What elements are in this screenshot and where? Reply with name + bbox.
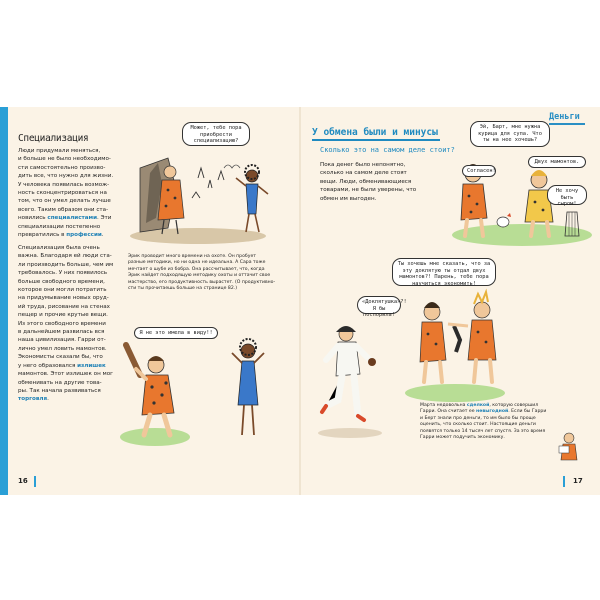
text-line: всего. Таким образом они ста- [18,206,109,213]
text-line: том, что он умел делать лучше [18,198,111,205]
text-line: пещер и прочие крутые вещи. [18,312,108,319]
left-paragraph-2 [18,244,118,404]
left-heading: Специализация [18,133,89,144]
caption-line: мечтает о шубе из бобра. Она рассчитывает, что, когда [128,266,265,272]
chapter-tag [549,112,586,126]
page-gutter [299,107,301,495]
caveman-with-club-illustration [118,335,198,445]
text: , которую совершил Гарри. Она считает ее [420,403,539,415]
text-line: специализации постепенно [18,223,101,230]
keyword-surplus: излишек [77,362,106,369]
caption-line: Эрик найдет подходящую методику охоты и оттачит свое [128,273,271,279]
text-line [18,387,118,404]
text-line: обменивать на другие това- [18,379,102,386]
speech-bubble-objection: «Доклятушка»?! Я бы поспорила! [357,296,401,314]
text-line: мамонтов. Этот излишек он мог [18,371,114,378]
keyword-trade: торговля [18,396,48,403]
text-line: вещи. Люди, обменивающиеся [320,178,412,185]
text-line: которое они могли потратить [18,287,107,294]
caption-line: сти ты прочитаешь больше на странице 82.) [128,286,238,292]
text-line: сколько на самом деле стоят [320,170,407,177]
text-line: обмен им выгоден. [320,195,377,202]
page-number-marker [563,476,565,487]
speech-bubble-chicken-request: Эй, Барт, мне нужна курица для супа. Что ты на нее хочешь? [470,121,550,147]
caption-line: мастерство, его продуктивность вырастет. (О продуктивно- [128,279,276,285]
text-line: Экономисты сказали бы, что [18,354,103,361]
page-number-left: 16 [18,477,28,485]
text-line: ий труда, рисование на стенах [18,303,110,310]
left-paragraph-1 [18,147,118,239]
text-line: требовалось. У них появилось [18,270,108,277]
text-line: больше свободного времени, [18,278,105,285]
caption-line: Эрик проводит много времени на охоте. Он пробует [128,254,256,259]
text: превратились в [18,232,67,239]
speech-bubble-specialization: Может, тебе пора приобрести специализацию? [182,122,250,146]
section-title-underline [312,139,440,141]
text-line: на придумывание новых оруд- [18,295,109,302]
text-line [18,214,118,222]
section-subtitle: Сколько это на самом деле стоит? [320,146,455,154]
text-line: У человека появилась возмож- [18,181,110,188]
text-line: дить все, что нужно для жизни. [18,173,114,180]
text-line: Из этого свободного времени [18,320,106,327]
text-line: сти самостоятельно произво- [18,164,106,171]
keyword-professions: профессии [66,232,102,239]
text-line: важна. Благодаря ей люди ста- [18,253,112,260]
page-number-marker [34,476,36,487]
text-line: ли производить больше, чем им [18,261,114,268]
text-line: Специализация была очень [18,245,100,251]
pitcher-illustration [318,320,378,428]
speech-bubble-dont-want-soup: Не хочу быть сыром! [547,185,587,205]
text-line: и больше не было необходимо- [18,156,111,163]
text-line: лично умел ловить мамонтов. [18,345,107,352]
section-title: У обмена были и минусы [312,127,438,138]
chapter-tag-label: Деньги [549,112,580,122]
text: . [47,396,49,403]
left-caption [128,254,278,292]
text: у него образовался [18,362,78,369]
text-line: Пока денег было непонятно, [320,162,406,168]
speech-bubble-not-what-i-meant: Я не это имела в виду!! [134,327,218,339]
keyword-unprofitable: невыгодной [476,409,509,415]
right-body-text [320,161,440,203]
right-caption [420,403,550,441]
speech-bubble-agreed: Согласен! [462,165,496,177]
keyword-specialists: специалистами [47,215,98,222]
text: . Если бы Гарри и Берт знали про деньги, то им было бы проще оценить, что сколько стоит. Настоящие деньги появятся только 14 тысяч лет спустя. За это время Гарри может подучить экономику. [420,409,547,441]
page-number-right: 17 [573,477,583,485]
caption-line: разные методики, но ни одна не идеальна. А Сара тоже [128,260,266,266]
text: новились [18,215,48,222]
speech-bubble-scolding: Ты хочешь мне сказать, что за эту доклятую ты отдал двух мамонтов?! Парень, тебе пора научиться экономить! [392,258,496,286]
text: Марта недовольна [420,403,467,408]
text-line: Люди придумали меняться, [18,148,101,154]
text-line: товарами, не были уверены, что [320,187,417,194]
speech-bubble-two-mammoths: Двух мамонтов. [528,156,586,168]
text-line [18,362,118,370]
reading-caveman-illustration [555,430,585,466]
chapter-tag-underline [549,123,585,125]
keyword-deal: сделкой [466,403,490,408]
text-line: в дальнейшем развилась вся [18,329,105,336]
text-line: наша цивилизация. Гарри от- [18,337,106,344]
mound [318,428,382,438]
text-line [18,231,118,239]
text: . Эти [97,215,112,222]
woman-in-blue-dress-illustration [228,335,268,445]
text: . [101,232,104,239]
text: ры. Так начала развиваться [18,387,101,394]
left-page-edge-stripe [0,107,8,495]
arguing-couple-illustration [408,282,508,394]
text-line: ность сконцентрироваться на [18,190,107,197]
